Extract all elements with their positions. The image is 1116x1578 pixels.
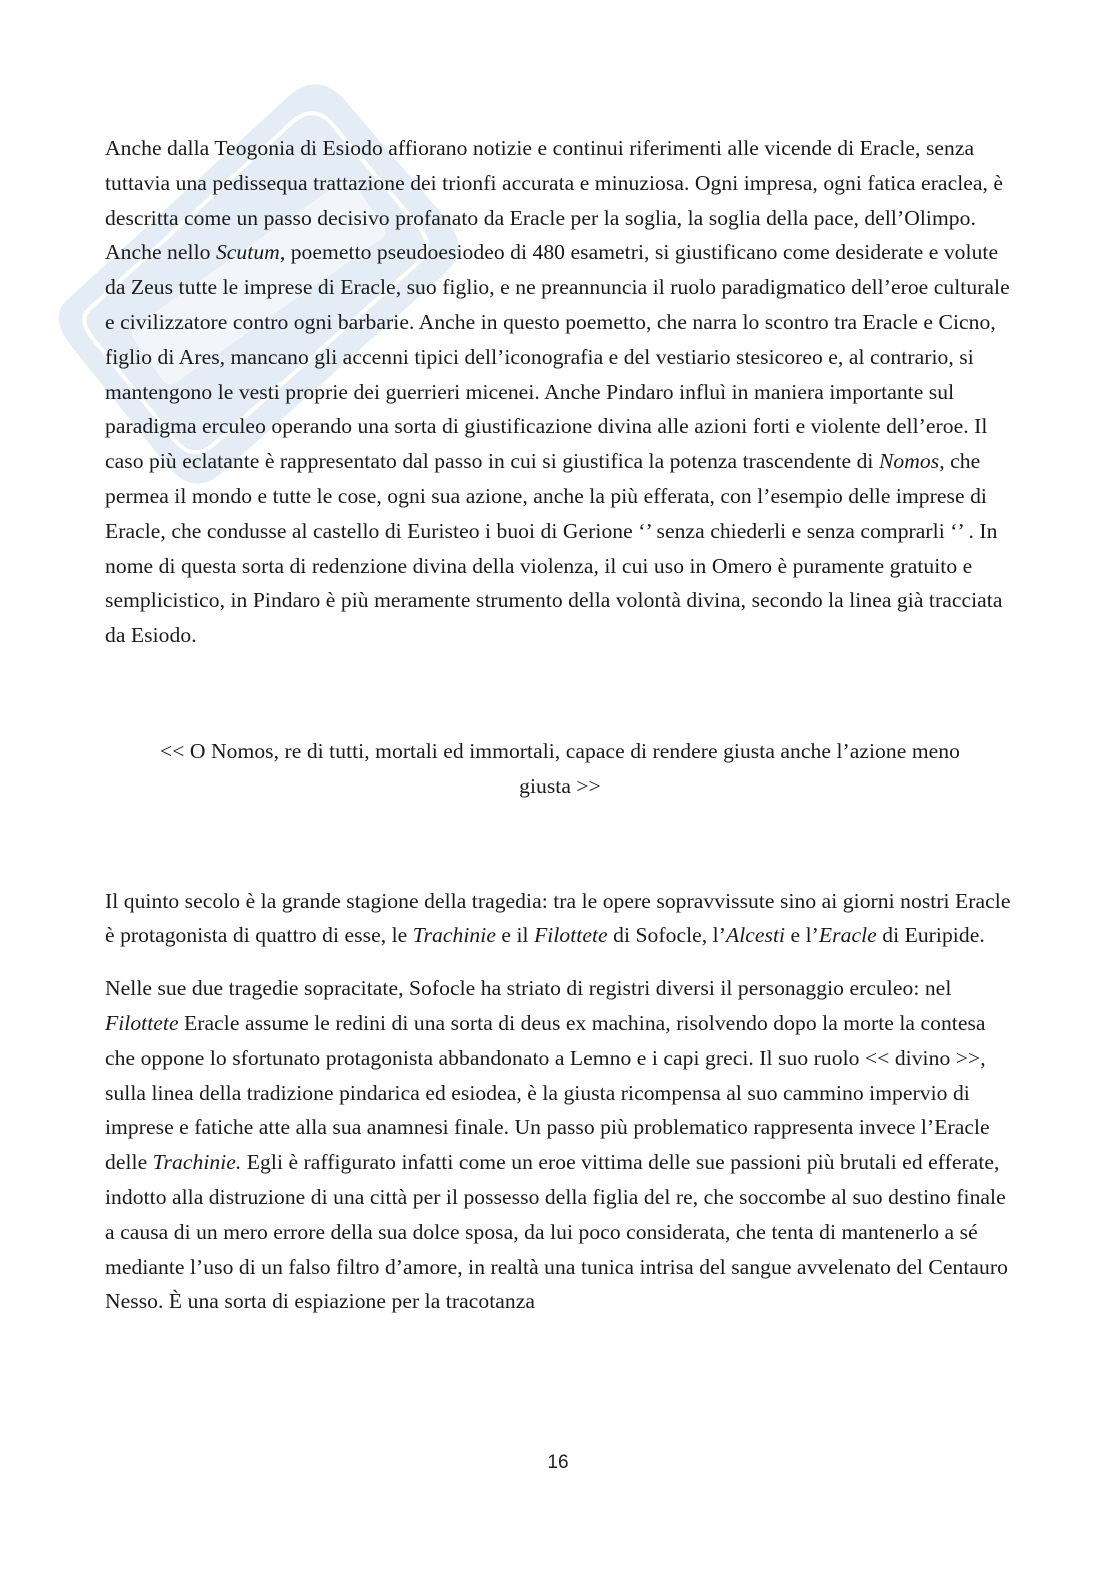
paragraph-sofocle: Nelle sue due tragedie sopracitate, Sofocle ha striato di registri diversi il personaggio erculeo: nel Filottete Eracle assume le redini di una sorta di deus ex machina, risolvendo dopo la morte la contesa che oppone lo sfortunato protagonista abbandonato a Lemno e i capi greci. Il suo ruolo << divino >>, sulla linea della tradizione pindarica ed esiodea, è la giusta ricompensa al suo cammino impervio di imprese e fatiche atte alla sua anamnesi finale. Un passo più problematico rappresenta invece l’Eracle delle Trachinie. Egli è raffigurato infatti come un eroe vittima delle sue passioni più brutali ed efferate, indotto alla distruzione di una città per il possesso della figlia del re, che soccombe al suo destino finale a causa di un mero errore della sua dolce sposa, da lui poco considerata, che tenta di mantenerlo a sé mediante l’uso di un falso filtro d’amore, in realtà una tunica intrisa del sangue avvelenato del Centauro Nesso. È una sorta di espiazione per la tracotanza xyxy=(105,976,1008,1314)
title-eracle: Eracle xyxy=(818,923,877,948)
paragraph-eracle-esiodo-pindaro: Anche dalla Teogonia di Esiodo affiorano notizie e continui riferimenti alle vicende di Eracle, senza tuttavia una pedissequa trattazione dei trionfi accurata e minuziosa. Ogni impresa, ogni fatica eraclea, è descritta come un passo decisivo profanato da Eracle per la soglia, la soglia della pace, dell’Olimpo. Anche nello Scutum, poemetto pseudoesiodeo di 480 esametri, si giustificano come desiderate e volute da Zeus tutte le imprese di Eracle, suo figlio, e ne preannuncia il ruolo paradigmatico dell’eroe culturale e civilizzatore contro ogni barbarie. Anche in questo poemetto, che narra lo scontro tra Eracle e Cicno, figlio di Ares, mancano gli accenni tipici dell’iconografia e del vestiario stesicoreo e, al contrario, si mantengono le vesti proprie dei guerrieri micenei. Anche Pindaro influì in maniera importante sul paradigma erculeo operando una sorta di giustificazione divina alle azioni forti e violente dell’eroe. Il caso più eclatante è rappresentato dal passo in cui si giustifica la potenza trascendente di Nomos, che permea il mondo e tutte le cose, ogni sua azione, anche la più efferata, con l’esempio delle imprese di Eracle, che condusse al castello di Euristeo i buoi di Gerione ‘’ senza chiederli e senza comprarli ‘’ . In nome di questa sorta di redenzione divina della violenza, il cui uso in Omero è puramente gratuito e semplicistico, in Pindaro è più meramente strumento della volontà divina, secondo la linea già tracciata da Esiodo. xyxy=(105,136,1010,648)
document-page xyxy=(105,131,1015,1319)
title-filottete: Filottete xyxy=(105,1010,179,1035)
term-nomos: Nomos xyxy=(878,449,940,474)
title-alcesti: Alcesti xyxy=(725,923,786,948)
title-filottete: Filottete xyxy=(534,923,608,948)
page-number: 16 xyxy=(547,1452,569,1473)
title-trachinie: Trachinie xyxy=(412,923,496,948)
nomos-quote: << O Nomos, re di tutti, mortali ed immortali, capace di rendere giusta anche l’azione meno giusta >> xyxy=(159,738,961,798)
title-trachinie: Trachinie. xyxy=(152,1150,242,1175)
paragraph-quinto-secolo: Il quinto secolo è la grande stagione della tragedia: tra le opere sopravvissute sino ai giorni nostri Eracle è protagonista di quattro di esse, le Trachinie e il Filottete di Sofocle, l’Alcesti e l’Eracle di Euripide. xyxy=(105,888,1011,948)
title-scutum: Scutum xyxy=(215,240,280,265)
